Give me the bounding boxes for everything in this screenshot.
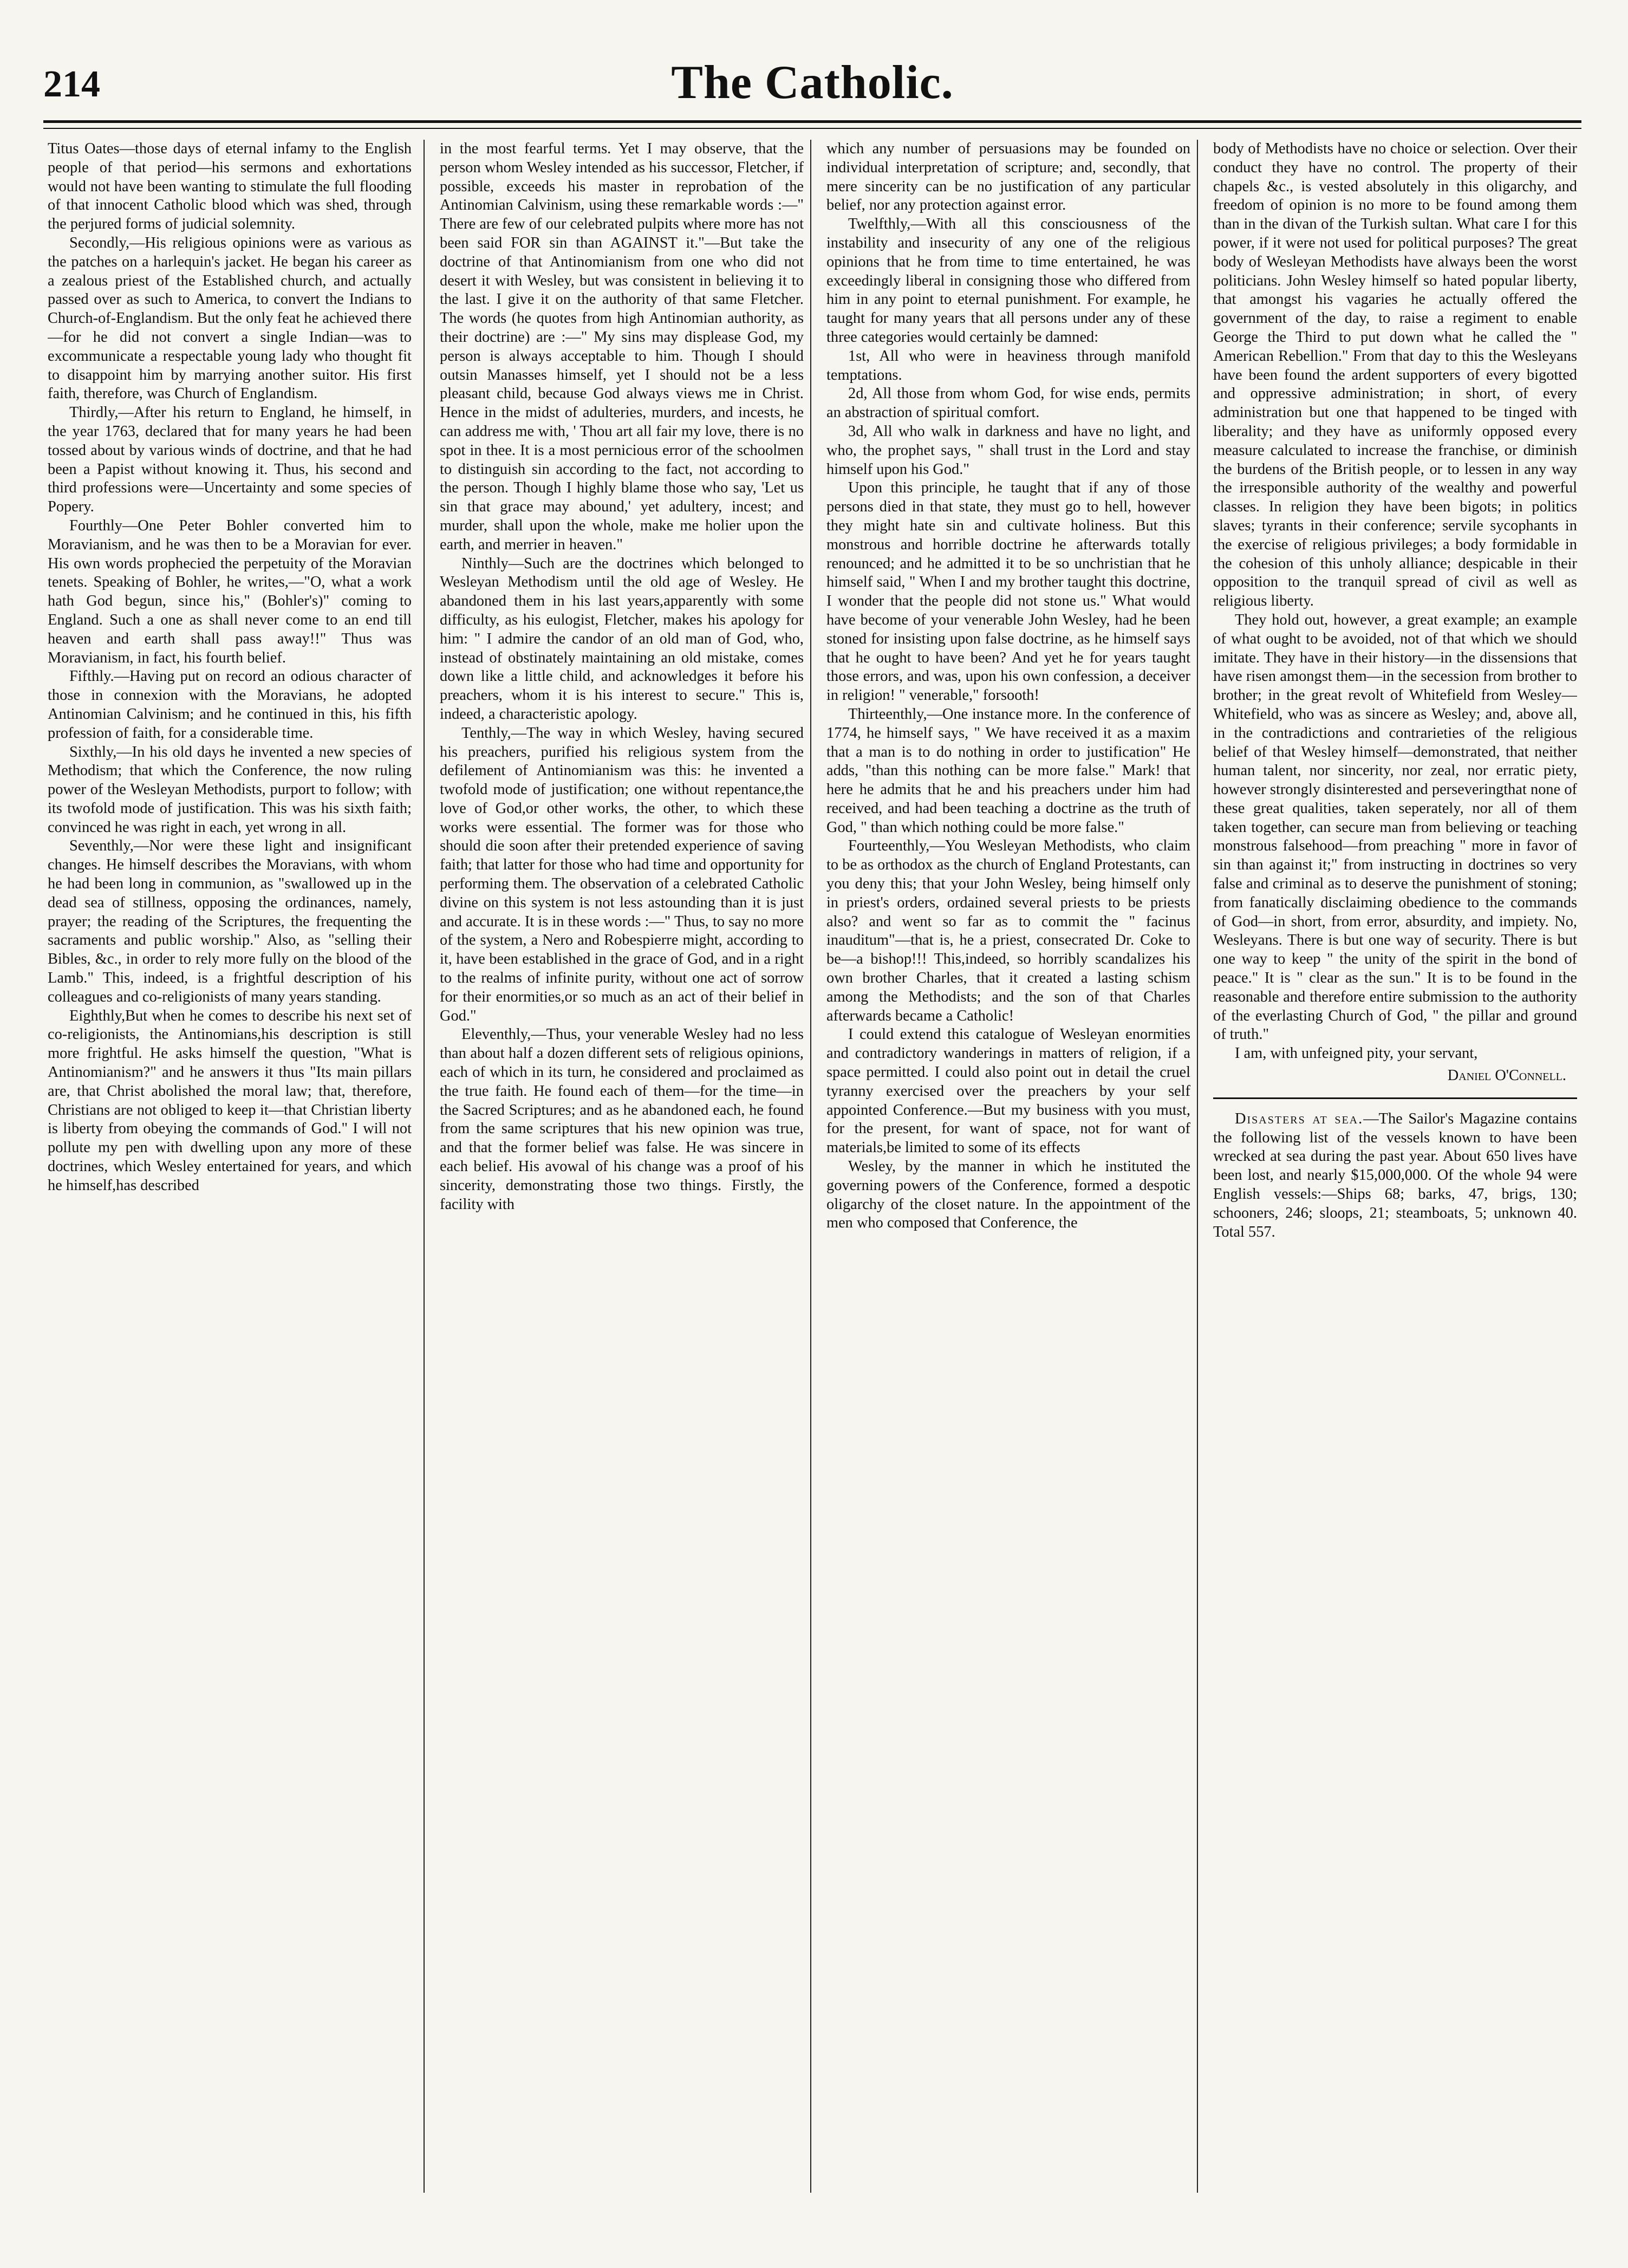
page-header	[43, 52, 1581, 122]
column-divider	[424, 140, 425, 2193]
paragraph: 3d, All who walk in darkness and have no light, and who, the prophet says, " shall trust in the Lord and stay himself upon his God."	[826, 423, 1190, 478]
newspaper-title: The Catholic.	[671, 56, 954, 109]
paragraph: Thirdly,—After his return to England, he himself, in the year 1763, declared that for many years he had been tossed about by various winds of doctrine, and that he had been a Papist without knowing it. Thus, his second and third professions were—Uncertainty and some species of Popery.	[48, 404, 412, 516]
paragraph: Thirteenthly,—One instance more. In the conference of 1774, he himself says, " We have received it as a maxim that a man is to do nothing in order to justification" He adds, "than this nothing can be more false." Mark! that here he admits that he and his preachers under him had received, and had been teaching a doctrine as the truth of God, " than which nothing could be more false."	[826, 705, 1190, 836]
header-rule-thin	[43, 128, 1581, 129]
article-separator	[1213, 1097, 1577, 1099]
news-notice	[1213, 1110, 1577, 1242]
text-column-1	[48, 140, 412, 2193]
paragraph: Fourteenthly,—You Wesleyan Methodists, who claim to be as orthodox as the church of England Protestants, can you deny this; that your John Wesley, being himself only in priest's orders, ordained several priests to be priests also? and went so far as to commit the " facinus inauditum"—that is, he a priest, consecrated Dr. Coke to be—a bishop!!! This,indeed, so horribly scandalizes his own brother Charles, that it created a lasting schism among the Methodists; and the son of that Charles afterwards became a Catholic!	[826, 837, 1190, 1024]
paragraph: Seventhly,—Nor were these light and insignificant changes. He himself describes the Moravians, with whom he had been long in communion, as "swallowed up in the dead sea of stillness, opposing the ordinances, namely, prayer; the reading of the Scriptures, the frequenting the sacraments and public worship." Also, as "selling their Bibles, &c., in order to rely more fully on the blood of the Lamb." This, indeed, is a frightful description of his colleagues and co-religionists of many years standing.	[48, 837, 412, 1005]
paragraph: Tenthly,—The way in which Wesley, having secured his preachers, purified his religious system from the defilement of Antinomianism was this: he invented a twofold mode of justification; one without repentance,the love of God,or other works, the other, to which these works were essential. The former was for those who should die soon after their pretended experience of saving faith; that latter for those who had time and opportunity for performing them. The observation of a celebrated Catholic divine on this system is not less astounding than it is just and accurate. It is in these words :—" Thus, to say no more of the system, a Nero and Robespierre might, according to it, have been established in the grace of God, and in a right to the realms of infinite purity, without one act of sorrow for their enormities,or so much as an act of their belief in God."	[440, 724, 804, 1024]
paragraph: Secondly,—His religious opinions were as various as the patches on a harlequin's jacket. He began his career as a zealous priest of the Established church, and actually passed over as such to America, to convert the Indians to Church-of-Englandism. But the only feat he achieved there—for he did not convert a single Indian—was to excommunicate a respectable young lady who thought fit to disappoint him by marrying another suitor. His first faith, therefore, was Church of Englandism.	[48, 234, 412, 402]
paragraph: Upon this principle, he taught that if any of those persons died in that state, they must go to hell, however they might hate sin and cultivate holiness. But this monstrous and horrible doctrine he afterwards totally renounced; and he admitted it to be so unchristian that he himself said, " When I and my brother taught this doctrine, I wonder that the people did not stone us." What would have become of your venerable John Wesley, had he been stoned for insisting upon false doctrine, as he himself says that he ought to have been? And yet he for years taught those errors, and was, upon his own confession, a deceiver in religion! " venerable," forsooth!	[826, 479, 1190, 704]
header-rule	[43, 120, 1581, 123]
paragraph: Sixthly,—In his old days he invented a new species of Methodism; that which the Conference, the now ruling power of the Wesleyan Methodists, purport to follow; with its twofold mode of justification. This was his sixth faith; convinced he was right in each, yet wrong in all.	[48, 743, 412, 836]
paragraph: which any number of persuasions may be founded on individual interpretation of scripture; and, secondly, that mere sincerity can be no justification of any particular belief, nor any protection against error.	[826, 140, 1190, 214]
paragraph: Titus Oates—those days of eternal infamy to the English people of that period—his sermons and exhortations would not have been wanting to stimulate the full flooding of that innocent Catholic blood which was shed, through the perjured forms of judicial solemnity.	[48, 140, 412, 233]
paragraph: Fifthly.—Having put on record an odious character of those in connexion with the Moravians, he adopted Antinomian Calvinism; and he continued in this, his fifth profession of faith, for a considerable time.	[48, 668, 412, 742]
text-column-4	[1213, 140, 1577, 2193]
column-divider	[810, 140, 811, 2193]
paragraph: 2d, All those from whom God, for wise ends, permits an abstraction of spiritual comfort.	[826, 385, 1190, 421]
page-number: 214	[43, 63, 100, 105]
paragraph: Fourthly—One Peter Bohler converted him to Moravianism, and he was then to be a Moravian for ever. His own words prophecied the perpetuity of the Moravian tenets. Speaking of Bohler, he writes,—"O, what a work hath God begun, since his," (Bohler's)" coming to England. Such a one as shall never come to an end till heaven and earth shall pass away!!" Thus was Moravianism, in fact, his fourth belief.	[48, 517, 412, 666]
notice-text: —The Sailor's Magazine contains the following list of the vessels known to have been wrecked at sea during the past year. About 650 lives have been lost, and nearly $15,000,000. Of the whole 94 were English vessels:—Ships 68; barks, 47, brigs, 130; schooners, 246; sloops, 21; steamboats, 5; unknown 40. Total 557.	[1213, 1110, 1577, 1240]
column-divider	[1197, 140, 1198, 2193]
paragraph: in the most fearful terms. Yet I may observe, that the person whom Wesley intended as his successor, Fletcher, if possible, exceeds his master in reprobation of the Antinomian Calvinism, using these remarkable words :—" There are few of our celebrated pulpits where more has not been said FOR sin than AGAINST it."—But take the doctrine of that Antinomianism from one who did not desert it with Wesley, but was consistent in believing it to the last. I give it on the authority of that same Fletcher. The words (he quotes from high Antinomian authority, as their doctrine) are :—" My sins may displease God, my person is always acceptable to him. Though I should outsin Manasses himself, yet I should not be a less pleasant child, because God always views me in Christ. Hence in the midst of adulteries, murders, and incests, he can address me with, ' Thou art all fair my love, there is no spot in thee. It is a most pernicious error of the schoolmen to distinguish sin according to the fact, not according to the person. Though I highly blame those who say, 'Let us sin that grace may abound,' yet adultery, incest; and murder, shall upon the whole, make me holier upon the earth, and merrier in heaven."	[440, 140, 804, 553]
letter-closing: I am, with unfeigned pity, your servant,	[1235, 1045, 1478, 1062]
paragraph: body of Methodists have no choice or selection. Over their conduct they have no control. The property of their chapels &c., is vested absolutely in this oligarchy, and freedom of opinion is no more to be found among them than in the divan of the Turkish sultan. What care I for this power, if it were not used for political purposes? The great body of Wesleyan Methodists have always been the worst politicians. John Wesley himself so hated popular liberty, that amongst his vagaries he actually offered the government of the day, to raise a regiment to enable George the Third to put down what he called the " American Rebellion." From that day to this the Wesleyans have been found the ardent supporters of every bigotted and oppressive administration; in short, of every administration but one that happened to be tinged with liberality; and they have as uniformly opposed every measure calculated to increase the franchise, or diminish the burdens of the British people, or to lessen in any way the irresponsible authority of the wealthy and powerful classes. In religion they have been bigots; in politics slaves; tyrants in their conference; servile sycophants in the exercise of religious privileges; a body formidable in the cohesion of this unholy alliance; despicable in their opposition to the tranquil spread of civil as well as religious liberty.	[1213, 140, 1577, 610]
paragraph: Wesley, by the manner in which he instituted the governing powers of the Conference, formed a despotic oligarchy of the closet nature. In the appointment of the men who composed that Conference, the	[826, 1158, 1190, 1232]
paragraph: Eleventhly,—Thus, your venerable Wesley had no less than about half a dozen different sets of religious opinions, each of which in its turn, he considered and proclaimed as the true faith. He found each of them—for the time—in the Sacred Scriptures; and as he abandoned each, he found from the same scriptures that his new opinion was true, and that the former belief was false. He was sincere in each belief. His avowal of his change was a proof of his sincerity, demonstrating those two things. Firstly, the facility with	[440, 1026, 804, 1213]
paragraph: Twelfthly,—With all this consciousness of the instability and insecurity of any one of the religious opinions that he from time to time entertained, he was exceedingly liberal in consigning those who differed from him in any point to eternal punishment. For example, he taught for many years that all persons under any of these three categories would certainly be damned:	[826, 216, 1190, 346]
signature: Daniel O'Connell.	[1447, 1067, 1566, 1084]
paragraph: They hold out, however, a great example; an example of what ought to be avoided, not of that which we should imitate. They have in their history—in the dissensions that have risen amongst them—in the secession from brother to brother; in the great revolt of Whitefield from Wesley—Whitefield, who was as sincere as Wesley; and, above all, in the contradictions and contrarieties of the religious belief of that Wesley himself—demonstrated, that neither human talent, nor sincerity, nor zeal, nor erratic piety, however strongly disinterested and perseveringthat none of these great qualities, taken seperately, nor all of them taken together, can secure man from believing or teaching monstrous falsehood—from preaching " more in favor of sin than against it;" from instructing in doctrines so very false and criminal as to deserve the punishment of stoning; from fanatically disclaiming obedience to the commands of God—in short, from error, absurdity, and impiety. No, Wesleyans. There is but one way of security. There is but one way to keep " the unity of the spirit in the bond of peace." It is " clear as the sun." It is to be found in the reasonable and therefore entire submission to the authority of the everlasting Church of God, " the pillar and ground of truth."	[1213, 611, 1577, 1043]
paragraph: 1st, All who were in heaviness through manifold temptations.	[826, 347, 1190, 384]
paragraph: I could extend this catalogue of Wesleyan enormities and contradictory wanderings in matters of religion, if a space permitted. I could also point out in detail the cruel tyranny exercised over the preachers by your self appointed Conference.—But my business with you must, for the present, for want of space, not for want of materials,be limited to some of its effects	[826, 1026, 1190, 1156]
paragraph: Eighthly,But when he comes to describe his next set of co-religionists, the Antinomians,his description is still more frightful. He asks himself the question, "What is Antinomianism?" and he answers it thus "Its main pillars are, that Christ abolished the moral law; that, therefore, Christians are not obliged to keep it—that Christian liberty is liberty from obeying the commands of God." I will not pollute my pen with dwelling upon any more of these doctrines, which Wesley entertained for years, and which he himself,has described	[48, 1007, 412, 1194]
notice-heading: Disasters at sea.	[1235, 1110, 1364, 1127]
text-column-2	[440, 140, 804, 2193]
paragraph: Ninthly—Such are the doctrines which belonged to Wesleyan Methodism until the old age of Wesley. He abandoned them in his last years,apparently with some difficulty, as his eulogist, Fletcher, makes his apology for him: " I admire the candor of an old man of God, who, instead of obstinately maintaining an old mistake, comes down like a little child, and acknowledges it before his preachers, whom it is his interest to secure." This is, indeed, a characteristic apology.	[440, 555, 804, 723]
text-column-3	[826, 140, 1190, 2193]
